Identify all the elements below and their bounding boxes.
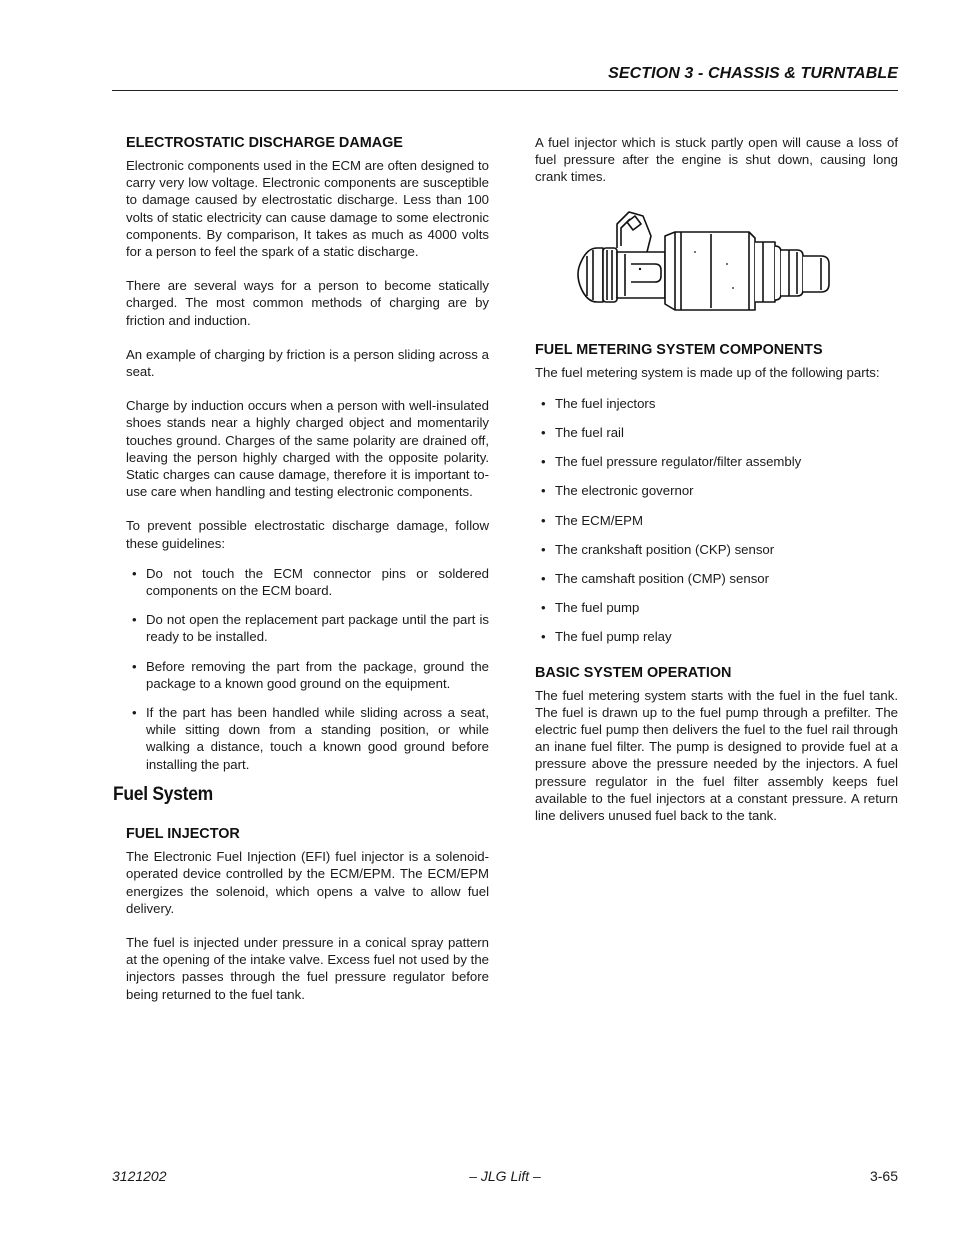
esd-paragraph-5: To prevent possible electrostatic discharge damage, follow these guidelines: <box>126 518 489 551</box>
list-item: • Do not touch the ECM connector pins or soldered components on the ECM board. <box>126 565 489 599</box>
injector-paragraph-1: The Electronic Fuel Injection (EFI) fuel injector is a solenoid-operated device controlled by the ECM/EPM. The ECM/EPM energizes the solenoid, which opens a valve to allow fuel delivery. <box>126 849 489 916</box>
fuel-injector-icon <box>535 192 898 316</box>
document-number: 3121202 <box>112 1168 167 1184</box>
left-column <box>113 134 489 1020</box>
list-item: • The crankshaft position (CKP) sensor <box>535 541 898 558</box>
list-item: • The fuel pump <box>535 599 898 616</box>
list-item: • The fuel rail <box>535 424 898 441</box>
page-number: 3-65 <box>869 1168 898 1184</box>
metering-intro: The fuel metering system is made up of the following parts: <box>535 364 880 380</box>
page-footer <box>112 1168 898 1188</box>
list-item: • Before removing the part from the package, ground the package to a known good ground on the equipment. <box>126 658 489 692</box>
list-item: • The fuel injectors <box>535 395 898 412</box>
metering-heading: FUEL METERING SYSTEM COMPONENTS <box>535 341 823 358</box>
list-item: • The fuel pressure regulator/filter assembly <box>535 453 898 470</box>
list-item: • The camshaft position (CMP) sensor <box>535 570 898 587</box>
stuck-injector-paragraph: A fuel injector which is stuck partly open will cause a loss of fuel pressure after the engine is shut down, causing long crank times. <box>535 135 898 185</box>
esd-paragraph-3: An example of charging by friction is a person sliding across a seat. <box>126 346 489 380</box>
operation-heading: BASIC SYSTEM OPERATION <box>535 664 732 681</box>
esd-paragraph-2: There are several ways for a person to become statically charged. The most common methods of charging are by friction and induction. <box>126 278 489 328</box>
list-item: • If the part has been handled while sliding across a seat, while sitting down from a standing position, or while walking a distance, touch a known good ground before installing the part. <box>126 704 489 773</box>
esd-paragraph-1: Electronic components used in the ECM are often designed to carry very low voltage. Electronic components are susceptible to damage caused by electrostatic discharge. Less than 100 volts of static electricity can cause damage to some electronic components. By comparison, It takes as much as 4000 volts for a person to feel the spark of a static discharge. <box>126 158 489 260</box>
list-item: • The electronic governor <box>535 482 898 499</box>
fuel-injector-illustration <box>535 192 898 316</box>
operation-paragraph: The fuel metering system starts with the fuel in the fuel tank. The fuel is drawn up to the fuel pump through a prefilter. The electric fuel pump then delivers the fuel to the fuel rail through an inane fuel filter. The pump is designed to provide fuel at a pressure above the pressure needed by the injectors. A fuel pressure regulator in the fuel filter assembly keeps fuel available to the fuel injectors at a constant pressure. A return line delivers unused fuel back to the tank. <box>535 687 898 824</box>
section-title: SECTION 3 - CHASSIS & TURNTABLE <box>608 65 898 82</box>
page-header <box>112 64 898 91</box>
right-column <box>535 134 898 841</box>
fuel-system-heading: Fuel System <box>113 783 213 805</box>
list-item: • The ECM/EPM <box>535 512 898 529</box>
brand-label: – JLG Lift – <box>469 1168 541 1184</box>
list-item: • The fuel pump relay <box>535 628 898 645</box>
parts-list <box>535 395 898 646</box>
esd-paragraph-4: Charge by induction occurs when a person with well-insulated shoes stands near a highly charged object and momentarily touches ground. Charges of the same polarity are drained off, leaving the person highly charged with the opposite polarity. Static charges can cause damage, therefore it is important to-use care when handling and testing electronic components. <box>126 398 489 500</box>
fuel-injector-heading: FUEL INJECTOR <box>126 826 240 843</box>
list-item: • Do not open the replacement part package until the part is ready to be installed. <box>126 611 489 645</box>
guidelines-list <box>126 565 489 773</box>
injector-paragraph-2: The fuel is injected under pressure in a conical spray pattern at the opening of the intake valve. Excess fuel not used by the injectors passes through the fuel pressure regulator before being returned to the fuel tank. <box>126 934 489 1002</box>
esd-heading: ELECTROSTATIC DISCHARGE DAMAGE <box>126 135 403 151</box>
